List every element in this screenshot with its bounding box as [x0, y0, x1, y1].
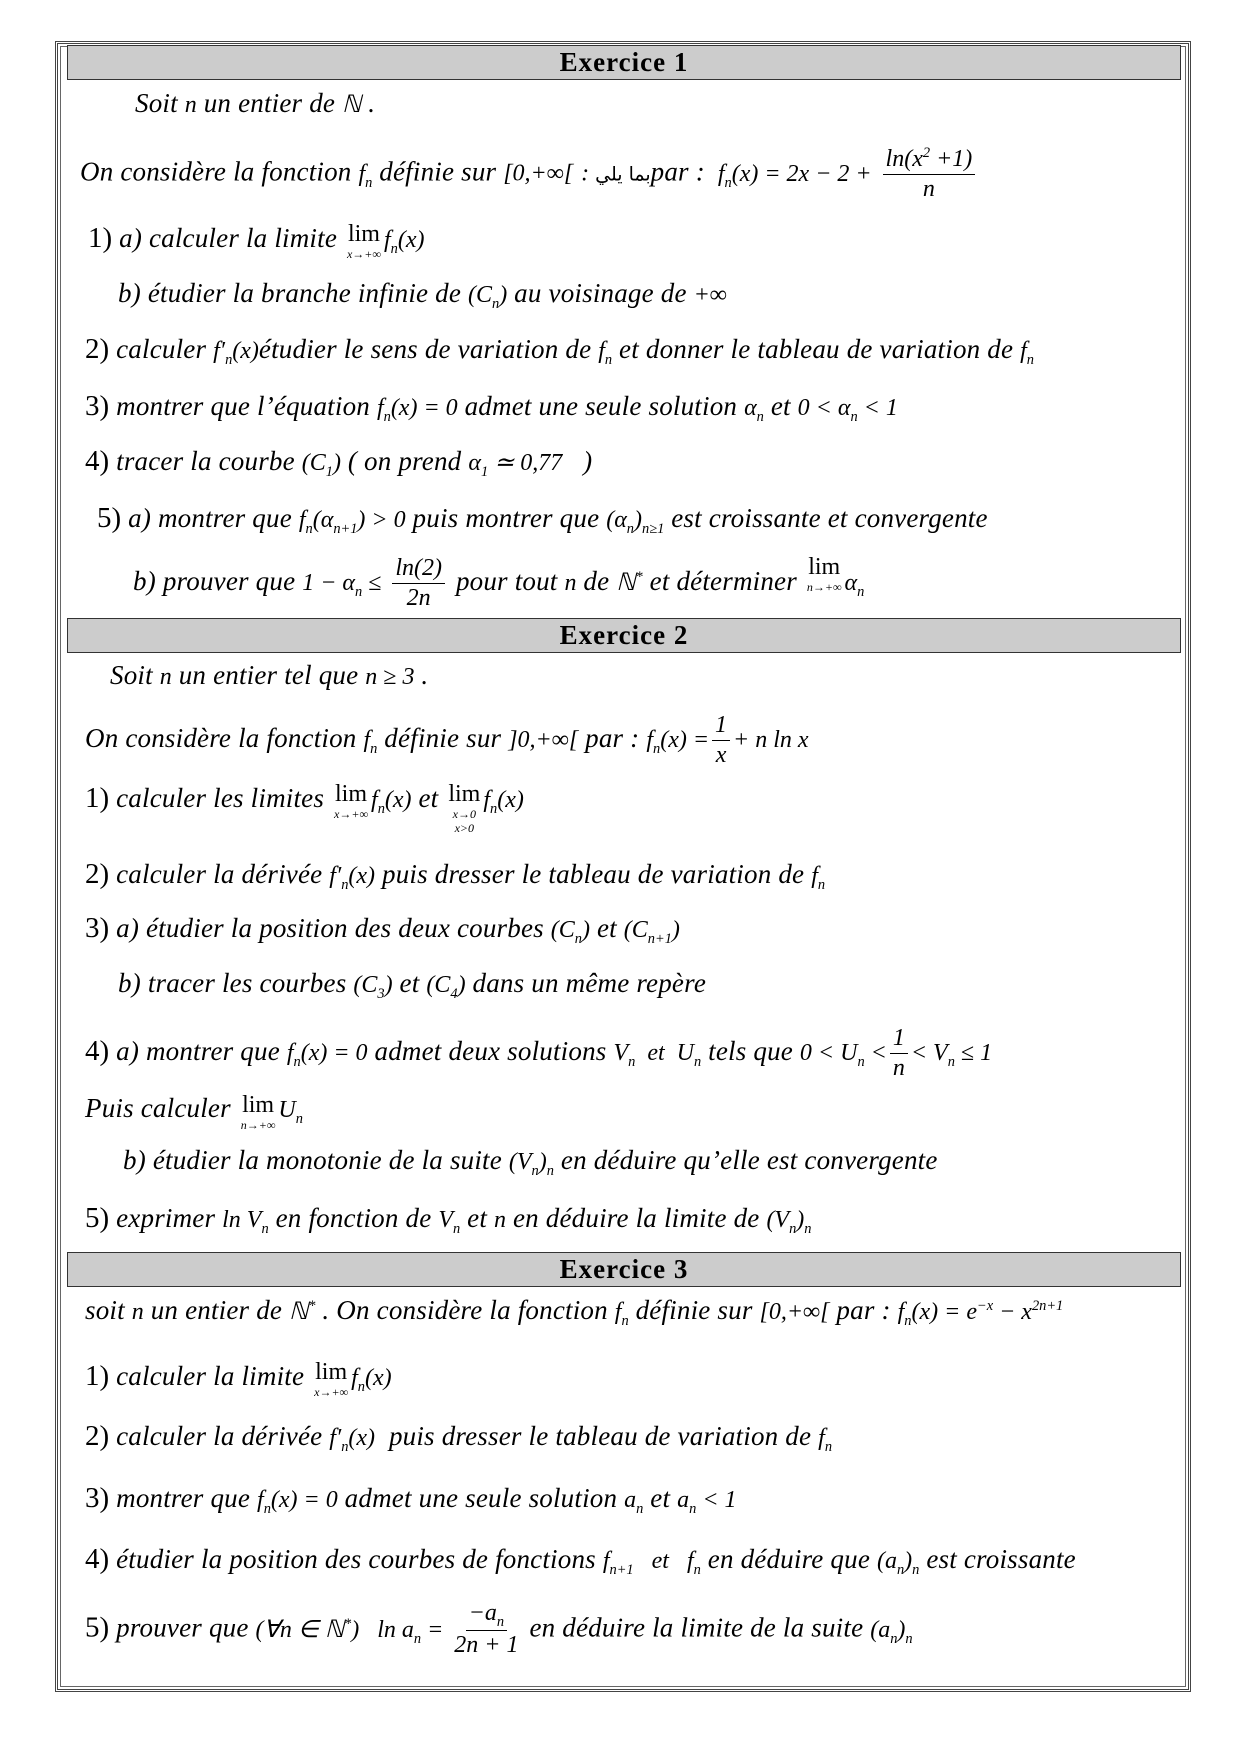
- exercise-3-title: Exercice 3: [559, 1254, 689, 1284]
- e3-q3: 3) montrer que $f_n(x) = 0$ admet une seule solution $a_n$ et $a_n < 1$: [85, 1482, 737, 1517]
- arabic-text: بما يلي: [595, 163, 651, 186]
- e1-definition: On considère la fonction $f_n$ définie sur [0,+∞[ : بما يليpar : $f_n(x) = 2x - 2$ + $\frac{\ln(x^2 +1)}{n}$: [80, 145, 978, 203]
- e2-q1: 1) calculer les limites lim x→+∞ $f_n(x)$ et lim x→0 x>0 $f_n(x)$: [85, 781, 524, 835]
- e1-q1b: b) étudier la branche infinie de $(C_n)$ au voisinage de +∞: [118, 278, 727, 312]
- exercise-2-header: [67, 618, 1181, 653]
- e1-q2: 2) calculer $f'_n(x)étudier$ le sens de variation de $f_n$ et donner le tableau de variation de $f_n$: [85, 333, 1034, 368]
- e2-q4b: b) étudier la monotonie de la suite $(V_n)_n$ en déduire qu’elle est convergente: [123, 1145, 938, 1179]
- exercise-3-header: [67, 1252, 1181, 1287]
- e3-q5: 5) prouver que (∀n ∈ ℕ*) $\ln a_n$ = $\frac{-a_n}{2n + 1}$ en déduire la limite de la suite $(a_n)_n$: [85, 1600, 913, 1659]
- e1-intro: Soit n un entier de ℕ .: [135, 88, 376, 118]
- e3-q1: 1) calculer la limite lim x→+∞ $f_n(x)$: [85, 1359, 392, 1399]
- e1-q5b: b) prouver que $1 - \alpha_n$ ≤ $\frac{\ln(2)}{2n}$ pour tout n de ℕ* et déterminer lim n→+∞ $\alpha_n$: [133, 554, 865, 611]
- exercise-1-header: [67, 45, 1181, 80]
- e1-q5a: 5) a) montrer que $f_n(\alpha_{n+1}) > 0$ puis montrer que $(\alpha_n)_{n\ge 1}$ est croissante et convergente: [97, 502, 988, 537]
- e1-q1a: 1) a) calculer la limite lim x→+∞ $f_n(x)$: [88, 221, 425, 261]
- e3-q4: 4) étudier la position des courbes de fonctions $f_{n+1}$ et $f_n$ en déduire que $(a_n)_n$ est croissante: [85, 1543, 1076, 1578]
- e3-definition: soit n un entier de ℕ* . On considère la fonction $f_n$ définie sur [0,+∞[ par : $f_n(x) = e^{-x} - x^{2n+1}$: [85, 1295, 1064, 1329]
- e2-intro: Soit n un entier tel que n ≥ 3 .: [110, 660, 429, 690]
- e2-q3a: 3) a) étudier la position des deux courbes $(C_n)$ et $(C_{n+1})$: [85, 912, 680, 947]
- e1-q3: 3) montrer que l’équation $f_n(x) = 0$ admet une seule solution $\alpha_n$ et $0 < \alpha_n < 1$: [85, 390, 898, 425]
- e2-q4a-continued: Puis calculer lim n→+∞ $U_n$: [85, 1092, 303, 1132]
- e2-q4a: 4) a) montrer que $f_n(x) = 0$ admet deux solutions $V_n$ et $U_n$ tels que $0 < U_n$ < $\frac{1}{n}$ < $V_n \le 1$: [85, 1025, 993, 1081]
- e2-definition: On considère la fonction $f_n$ définie sur ]0,+∞[ par : $f_n(x)$ = $\frac{1}{x}$ + n ln x: [85, 712, 809, 768]
- exercise-1-title: Exercice 1: [559, 47, 689, 77]
- e1-q4: 4) tracer la courbe $(C_1)$ ( on prend $\alpha_1$ ≃ 0,77 ): [85, 445, 593, 480]
- exercise-2-title: Exercice 2: [559, 620, 689, 650]
- e3-q2: 2) calculer la dérivée $f'_n(x)$ puis dresser le tableau de variation de $f_n$: [85, 1420, 833, 1455]
- e2-q3b: b) tracer les courbes $(C_3)$ et $(C_4)$ dans un même repère: [118, 968, 706, 1002]
- e2-q2: 2) calculer la dérivée $f'_n(x)$ puis dresser le tableau de variation de $f_n$: [85, 858, 826, 893]
- e2-q5: 5) exprimer $\ln V_n$ en fonction de $V_n$ et n en déduire la limite de $(V_n)_n$: [85, 1202, 812, 1237]
